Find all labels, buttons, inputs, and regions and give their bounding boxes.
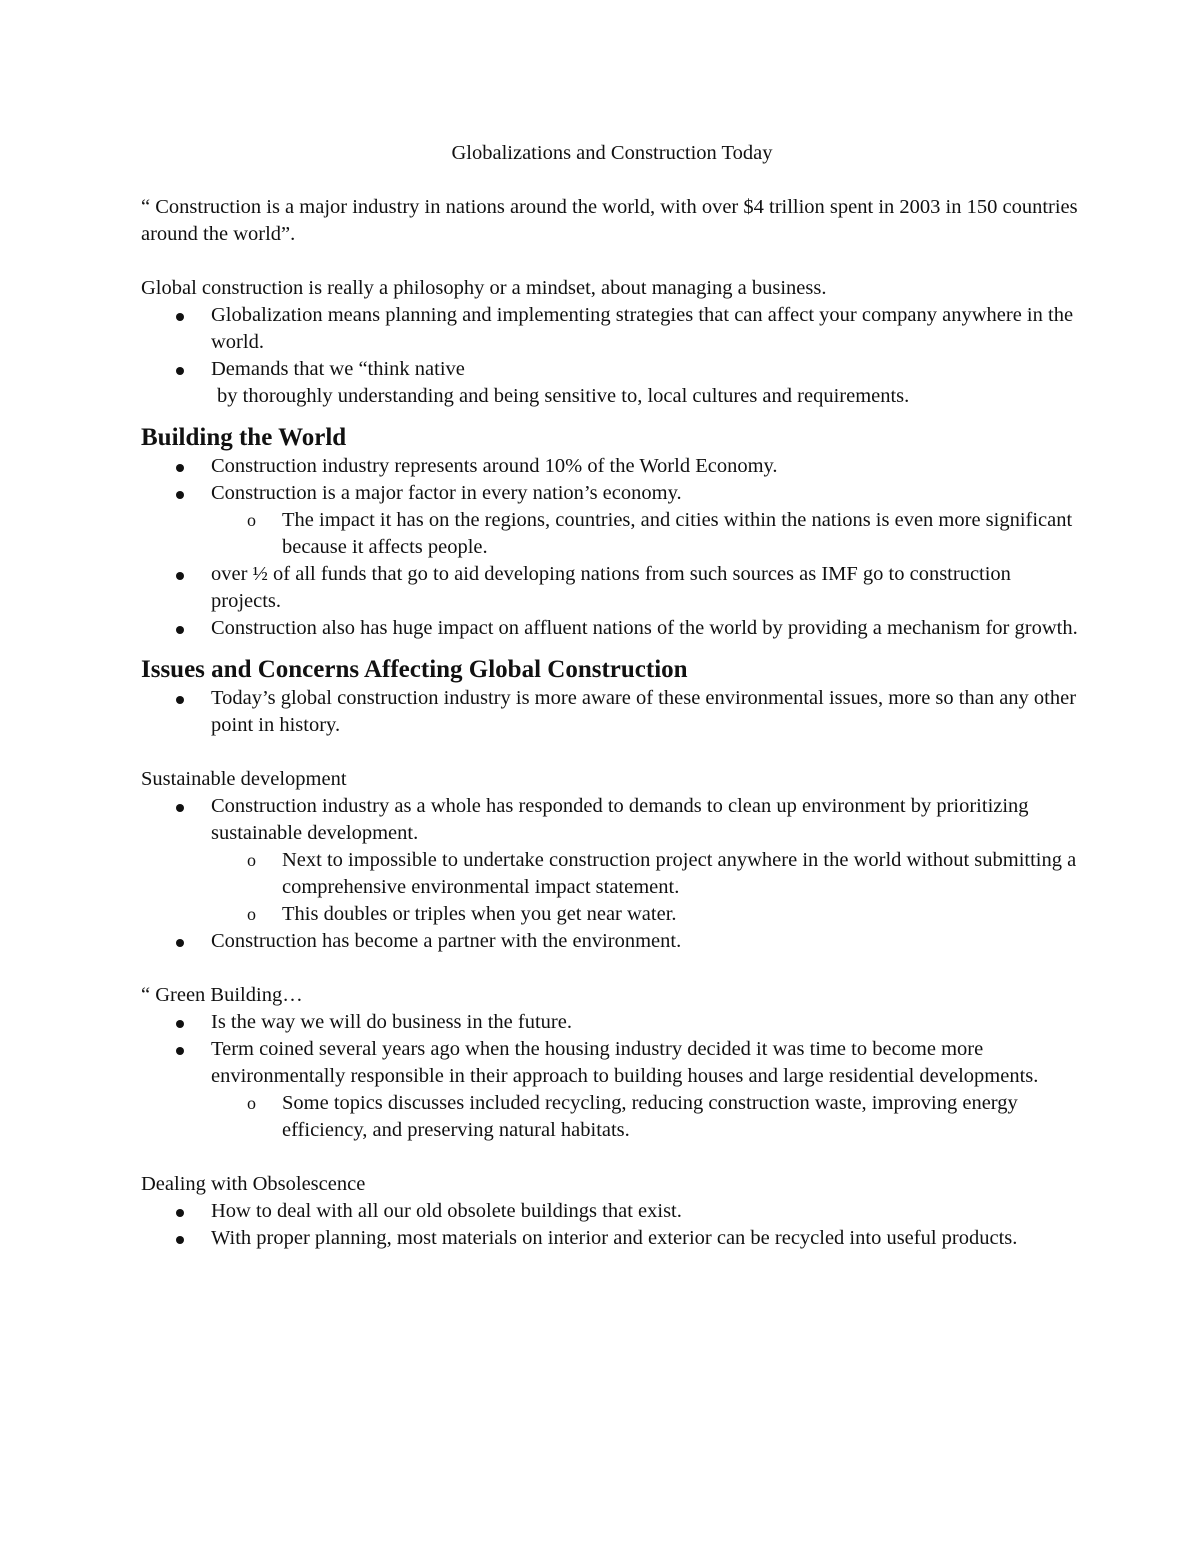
spacer [141,1144,1081,1171]
sub-list-item-text: Next to impossible to undertake construction project anywhere in the world without submitting a comprehensive environmental impact statement. [282,849,1077,898]
list-item-text: How to deal with all our old obsolete buildings that exist. [211,1200,682,1222]
bullet-dot-icon [176,572,184,580]
page-title: Globalizations and Construction Today [451,142,773,164]
bullet-dot-icon [176,804,184,812]
section-heading-issues: Issues and Concerns Affecting Global Construction [141,656,688,683]
list-item [141,480,1081,561]
list-item [141,1198,1081,1225]
opening-quote: “ Construction is a major industry in nations around the world, with over $4 trillion spent in 2003 in 150 countries around the world”. [141,196,1078,245]
document-page [141,140,1081,1252]
sub-list-item [211,507,1081,561]
list-item-text: Construction is a major factor in every nation’s economy. [211,482,682,504]
spacer [141,167,1081,194]
list-item [141,1009,1081,1036]
list-item [141,356,1081,410]
bullet-dot-icon [176,464,184,472]
issues-list [141,685,1081,739]
spacer [141,955,1081,982]
bullet-dot-icon [176,939,184,947]
bullet-dot-icon [176,1236,184,1244]
sustainable-heading: Sustainable development [141,768,347,790]
list-item [141,793,1081,928]
list-item-text: Today’s global construction industry is more aware of these environmental issues, more so than any other point in history. [211,687,1077,736]
bullet-dot-icon [176,626,184,634]
global-intro: Global construction is really a philosophy or a mindset, about managing a business. [141,277,827,299]
sub-list-item [211,901,1081,928]
list-item [141,453,1081,480]
list-item-text: over ½ of all funds that go to aid developing nations from such sources as IMF go to construction projects. [211,563,1011,612]
obsolescence-list [141,1198,1081,1252]
sub-list [211,1090,1081,1144]
bullet-dot-icon [176,1209,184,1217]
list-item [141,1225,1081,1252]
list-item-text: Construction industry represents around 10% of the World Economy. [211,455,778,477]
list-item [141,685,1081,739]
bullet-dot-icon [176,491,184,499]
list-item-text: Construction also has huge impact on affluent nations of the world by providing a mechanism for growth. [211,617,1078,639]
bullet-circle-icon: o [247,904,256,924]
sub-list-item-text: This doubles or triples when you get near water. [282,903,677,925]
sub-list [211,847,1081,928]
bullet-dot-icon [176,696,184,704]
bullet-dot-icon [176,1020,184,1028]
bullet-dot-icon [176,1047,184,1055]
bullet-circle-icon: o [247,510,256,530]
sub-list-item [211,1090,1081,1144]
list-item-text: Term coined several years ago when the housing industry decided it was time to become more environmentally responsible in their approach to building houses and large residential developments. [211,1038,1039,1087]
list-item-text: Is the way we will do business in the future. [211,1011,572,1033]
spacer [141,739,1081,766]
bullet-circle-icon: o [247,850,256,870]
list-item-text: Construction has become a partner with the environment. [211,930,682,952]
list-item [141,1036,1081,1144]
bullet-dot-icon [176,313,184,321]
green-list [141,1009,1081,1144]
sub-list [211,507,1081,561]
sub-list-item-text: Some topics discusses included recycling, reducing construction waste, improving energy efficiency, and preserving natural habitats. [282,1092,1018,1141]
list-item-continuation: by thoroughly understanding and being sensitive to, local cultures and requirements. [217,385,910,407]
list-item-text: Demands that we “think native [211,358,465,380]
global-list [141,302,1081,410]
obsolescence-heading: Dealing with Obsolescence [141,1173,366,1195]
green-building-heading: “ Green Building… [141,984,303,1006]
bullet-circle-icon: o [247,1093,256,1113]
list-item [141,302,1081,356]
list-item [141,928,1081,955]
sustainable-list [141,793,1081,955]
building-list [141,453,1081,642]
list-item-text: Construction industry as a whole has responded to demands to clean up environment by prioritizing sustainable development. [211,795,1029,844]
sub-list-item-text: The impact it has on the regions, countries, and cities within the nations is even more significant because it affects people. [282,509,1073,558]
bullet-dot-icon [176,367,184,375]
list-item-text: Globalization means planning and implementing strategies that can affect your company anywhere in the world. [211,304,1074,353]
sub-list-item [211,847,1081,901]
list-item [141,615,1081,642]
list-item [141,561,1081,615]
spacer [141,248,1081,275]
section-heading-building: Building the World [141,424,347,451]
list-item-text: With proper planning, most materials on interior and exterior can be recycled into useful products. [211,1227,1018,1249]
